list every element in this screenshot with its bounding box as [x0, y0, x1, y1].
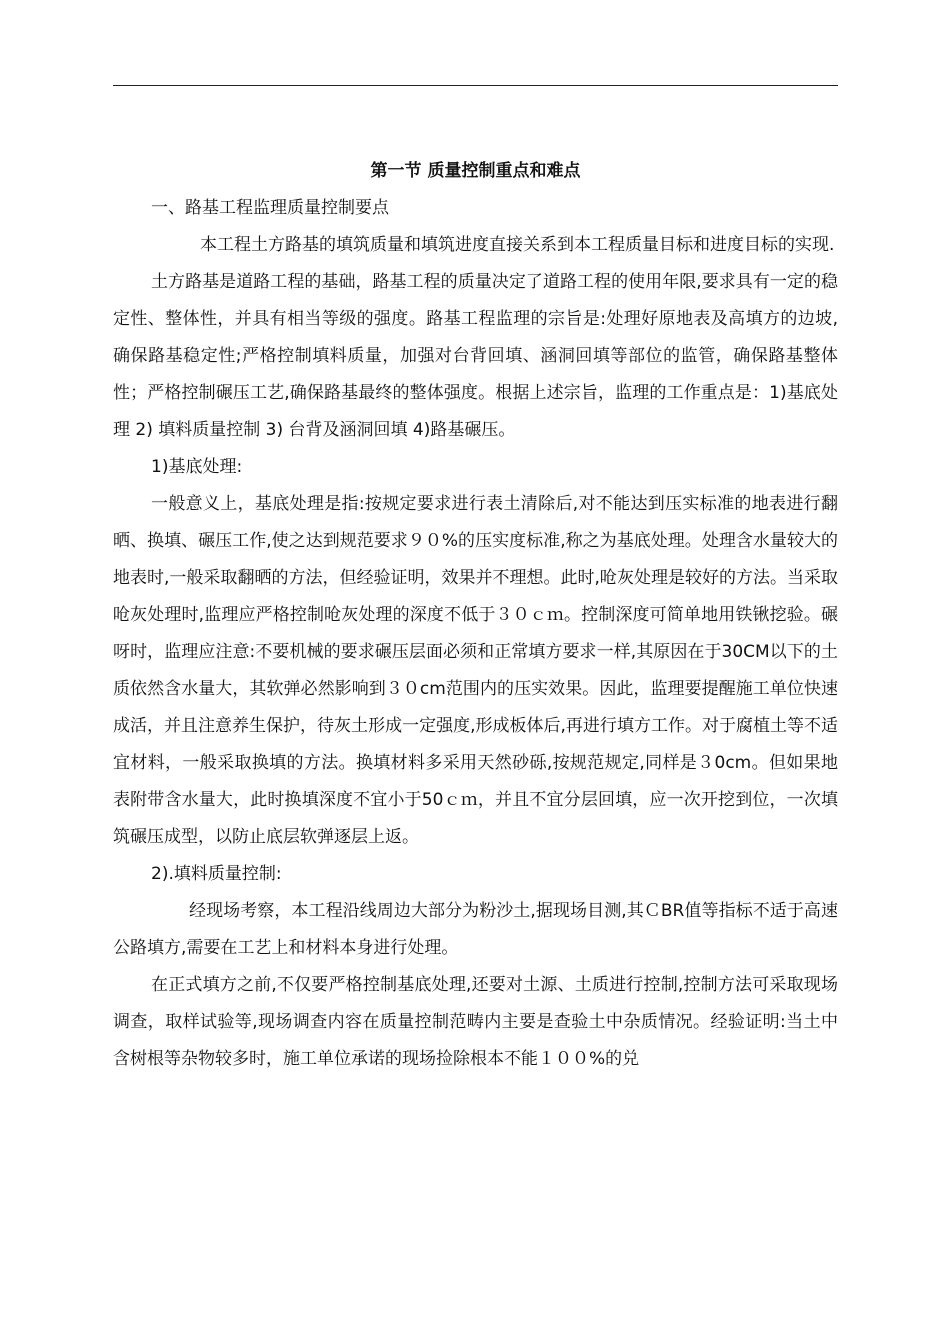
header-rule: [113, 85, 838, 86]
paragraph-base-treatment: 一般意义上，基底处理是指:按规定要求进行表土清除后,对不能达到压实标准的地表进行翻晒、换填、碾压工作,使之达到规范要求９０%的压实度标准,称之为基底处理。处理含水量较大的地表时,一般采取翻晒的方法，但经验证明，效果并不理想。此时,呛灰处理是较好的方法。当采取呛灰处理时,监理应严格控制呛灰处理的深度不低于３０ｃｍ。控制深度可简单地用铁锹挖验。碾呀时，监理应注意:不要机械的要求碾压层面必须和正常填方要求一样,其原因在于30CM以下的土质依然含水量大，其软弹必然影响到３０cm范围内的压实效果。因此，监理要提醒施工单位快速成活，并且注意养生保护，待灰土形成一定强度,形成板体后,再进行填方工作。对于腐植土等不适宜材料，一般采取换填的方法。换填材料多采用天然砂砾,按规范规定,同样是３0cm。但如果地表附带含水量大，此时换填深度不宜小于50ｃｍ，并且不宜分层回填，应一次开挖到位，一次填筑碾压成型，以防止底层软弹逐层上返。: [113, 494, 838, 847]
paragraph-intro: 本工程土方路基的填筑质量和填筑进度直接关系到本工程质量目标和进度目标的实现.: [200, 235, 835, 255]
paragraph-roadbed-foundation: 土方路基是道路工程的基础，路基工程的质量决定了道路工程的使用年限,要求具有一定的稳定性、整体性，并具有相当等级的强度。路基工程监理的宗旨是:处理好原地表及高填方的边坡,确保路基稳定性;严格控制填料质量，加强对台背回填、涵洞回填等部位的监管，确保路基整体性；严格控制碾压工艺,确保路基最终的整体强度。根据上述宗旨，监理的工作重点是：1)基底处理 2) 填料质量控制 3) 台背及涵洞回填 4)路基碾压。: [113, 272, 838, 440]
heading-roadbed-quality-points: 一、路基工程监理质量控制要点: [151, 198, 389, 218]
paragraph-fill-control: 在正式填方之前,不仅要严格控制基底处理,还要对土源、土质进行控制,控制方法可采取现场调查，取样试验等,现场调查内容在质量控制范畴内主要是查验土中杂质情况。经验证明:当土中含树根等杂物较多时，施工单位承诺的现场捡除根本不能１００%的兑: [113, 975, 838, 1069]
subheading-base-treatment: 1)基底处理:: [151, 457, 243, 477]
subheading-fill-quality: 2).填料质量控制:: [151, 864, 282, 884]
document-body: [113, 152, 838, 1078]
section-title: 第一节 质量控制重点和难点: [370, 161, 581, 181]
paragraph-site-survey: 经现场考察，本工程沿线周边大部分为粉沙土,据现场目测,其ＣBR值等指标不适于高速公路填方,需要在工艺上和材料本身进行处理。: [113, 901, 838, 958]
